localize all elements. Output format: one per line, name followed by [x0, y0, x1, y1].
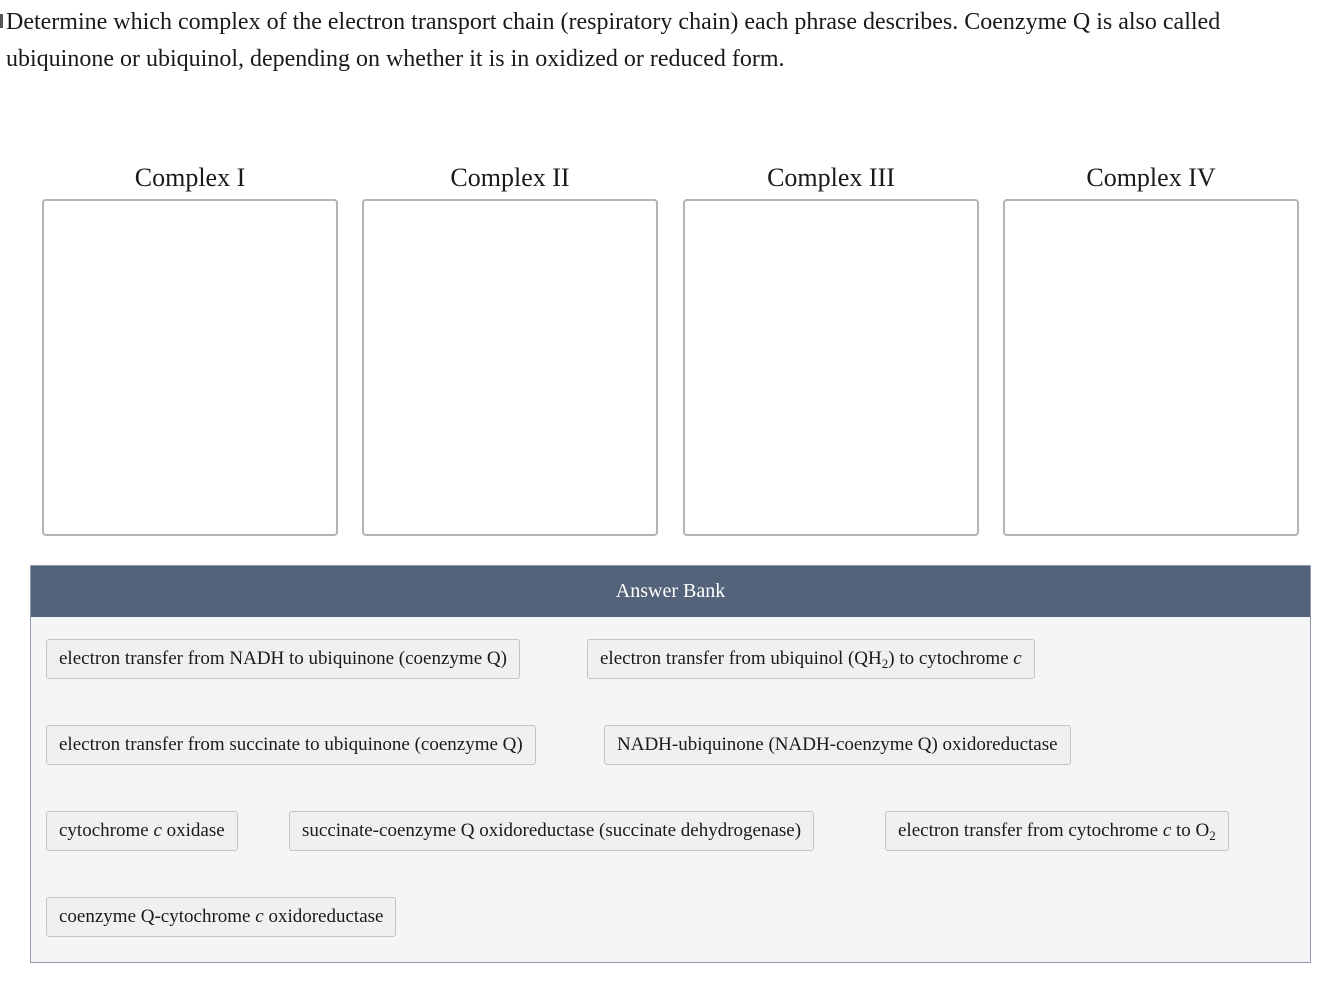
question-prompt: Determine which complex of the electron transport chain (respiratory chain) each phrase describes. Coenzyme Q is also called ubiquinone or ubiquinol, depending on whether it is in oxidized or reduced form. [6, 9, 1221, 72]
category-title-complex-1: Complex I [134, 163, 246, 192]
answer-chip-text: electron transfer from ubiquinol (QH [600, 648, 882, 669]
answer-chip[interactable] [289, 811, 814, 851]
answer-bank-header: Answer Bank [31, 566, 1310, 617]
answer-chip[interactable] [46, 897, 396, 937]
answer-chip[interactable] [46, 725, 536, 765]
answer-chip-italic: c [1162, 820, 1172, 841]
drop-zone-complex-4[interactable] [1003, 199, 1299, 536]
answer-chip-text: ) to cytochrome [888, 648, 1014, 669]
drop-zone-complex-2[interactable] [362, 199, 658, 536]
answer-chip-text: coenzyme Q-cytochrome [59, 906, 256, 927]
answer-chip[interactable] [885, 811, 1229, 851]
category-title-complex-4: Complex IV [1086, 163, 1216, 192]
answer-chip[interactable] [587, 639, 1035, 679]
category-title-complex-3: Complex III [767, 163, 895, 192]
question-marker [0, 14, 3, 28]
answer-chip-subscript: 2 [1209, 828, 1216, 843]
answer-chip-text: oxidoreductase [263, 906, 384, 927]
answer-chip-italic: c [255, 906, 264, 927]
answer-chip-subscript: 2 [881, 656, 889, 671]
answer-chip-italic: c [153, 820, 162, 841]
answer-bank [30, 565, 1311, 963]
answer-chip-text: electron transfer from NADH to ubiquinone (coenzyme Q) [59, 648, 507, 669]
answer-chip[interactable] [46, 811, 238, 851]
answer-chip[interactable] [46, 639, 520, 679]
category-title-complex-2: Complex II [450, 163, 570, 192]
answer-chip-text: to O [1171, 820, 1210, 841]
answer-chip-text: oxidase [161, 820, 225, 841]
drop-zone-complex-3[interactable] [683, 199, 979, 536]
answer-chip-text: electron transfer from cytochrome [898, 820, 1163, 841]
answer-chip-text: succinate-coenzyme Q oxidoreductase (succinate dehydrogenase) [302, 820, 802, 841]
answer-chip-text: electron transfer from succinate to ubiquinone (coenzyme Q) [59, 734, 523, 755]
answer-chip-text: NADH-ubiquinone (NADH-coenzyme Q) oxidoreductase [617, 734, 1058, 755]
answer-chip[interactable] [604, 725, 1071, 765]
drop-zone-complex-1[interactable] [42, 199, 338, 536]
answer-chip-italic: c [1013, 648, 1022, 669]
answer-chip-text: cytochrome [59, 820, 154, 841]
